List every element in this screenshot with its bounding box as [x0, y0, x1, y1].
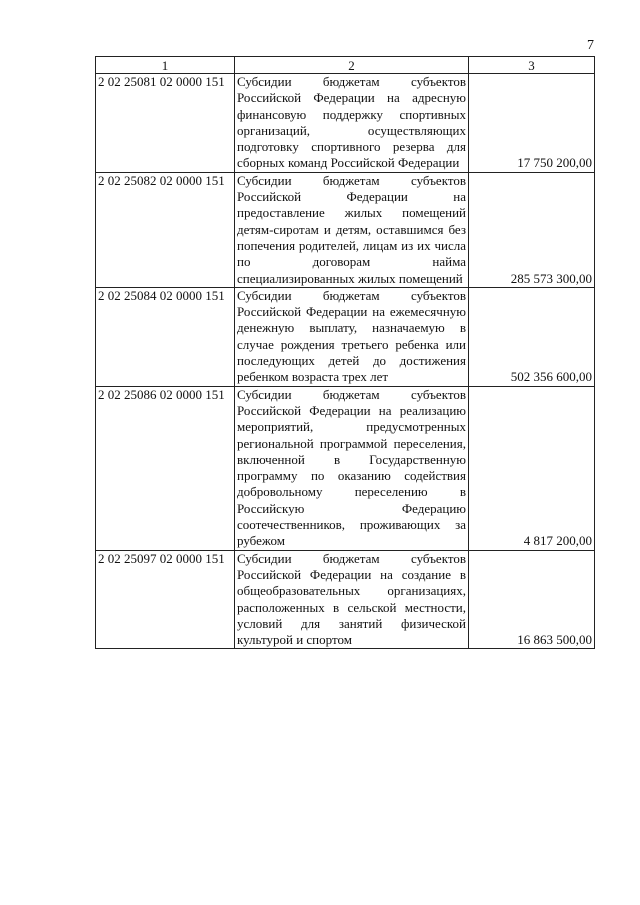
column-header-description: 2 [235, 57, 469, 74]
table-header-row [96, 57, 595, 74]
row-description: Субсидии бюджетам субъектов Российской Федерации на ежемесячную денежную выплату, назначаемую в случае рождения третьего ребенка или последующих детей до достижения ребенком возраста трех лет [235, 287, 469, 386]
row-description: Субсидии бюджетам субъектов Российской Федерации на реализацию мероприятий, предусмотренных региональной программой переселения, включенной в Государственную программу по оказанию содействия добровольному переселению в Российскую Федерацию соотечественников, проживающих за рубежом [235, 386, 469, 550]
table-row [96, 172, 595, 287]
row-description: Субсидии бюджетам субъектов Российской Федерации на адресную финансовую поддержку спортивных организаций, осуществляющих подготовку спортивного резерва для сборных команд Российской Федерации [235, 74, 469, 173]
row-amount: 285 573 300,00 [469, 172, 595, 287]
table-row [96, 550, 595, 649]
row-amount: 17 750 200,00 [469, 74, 595, 173]
page-number: 7 [587, 38, 594, 53]
column-header-code: 1 [96, 57, 235, 74]
column-header-amount: 3 [469, 57, 595, 74]
row-description: Субсидии бюджетам субъектов Российской Федерации на создание в общеобразовательных организациях, расположенных в сельской местности, условий для занятий физической культурой и спортом [235, 550, 469, 649]
row-code: 2 02 25082 02 0000 151 [96, 172, 235, 287]
row-amount: 16 863 500,00 [469, 550, 595, 649]
table-row [96, 386, 595, 550]
row-code: 2 02 25097 02 0000 151 [96, 550, 235, 649]
budget-revenue-table [95, 56, 595, 649]
row-code: 2 02 25086 02 0000 151 [96, 386, 235, 550]
table-row [96, 287, 595, 386]
row-code: 2 02 25081 02 0000 151 [96, 74, 235, 173]
row-description: Субсидии бюджетам субъектов Российской Федерации на предоставление жилых помещений детям-сиротам и детям, оставшимся без попечения родителей, лицам из их числа по договорам найма специализированных жилых помещений [235, 172, 469, 287]
row-code: 2 02 25084 02 0000 151 [96, 287, 235, 386]
table-row [96, 74, 595, 173]
row-amount: 502 356 600,00 [469, 287, 595, 386]
row-amount: 4 817 200,00 [469, 386, 595, 550]
